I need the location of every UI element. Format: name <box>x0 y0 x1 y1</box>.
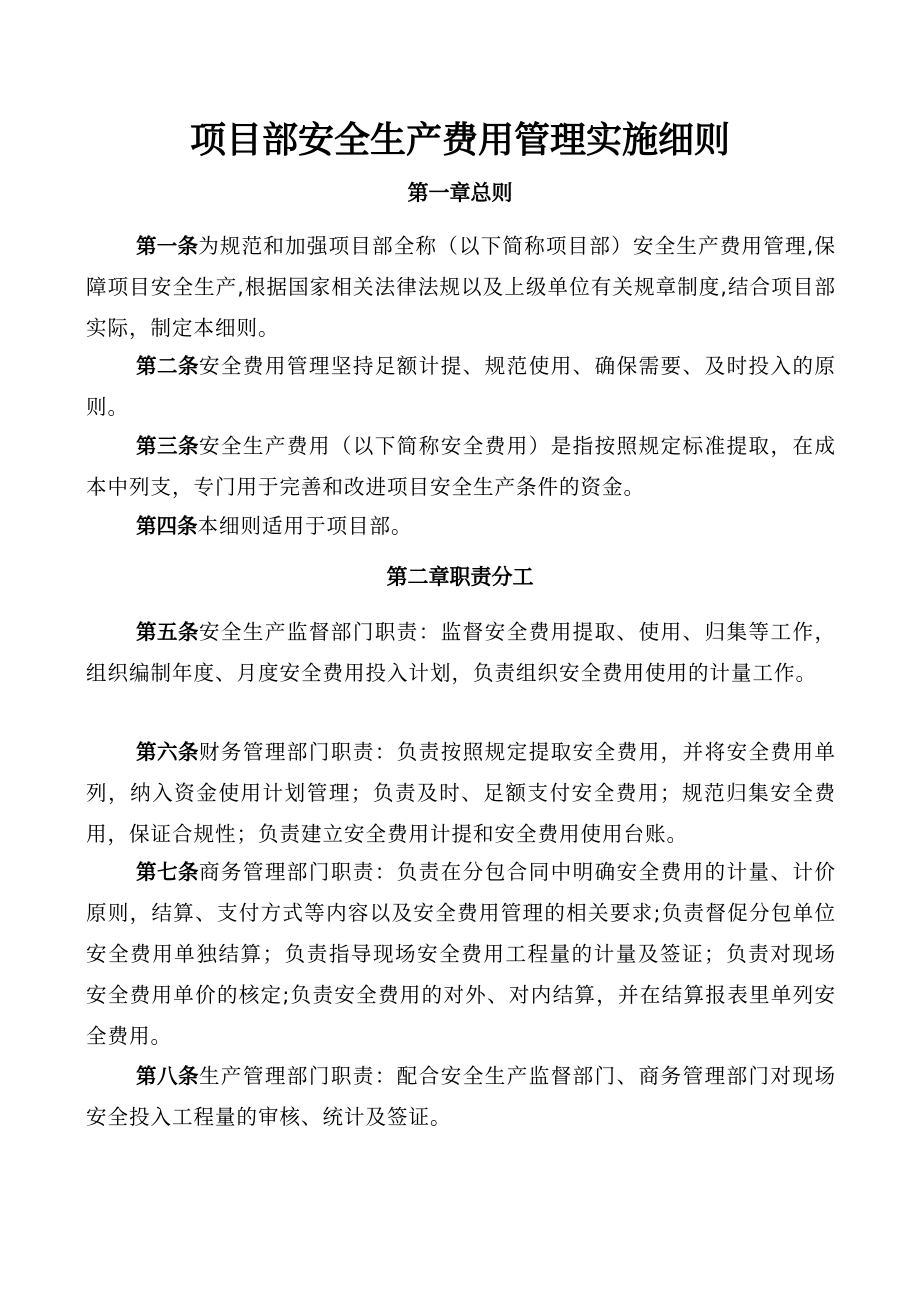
article-number: 第四条 <box>136 514 198 538</box>
article-text: 为规范和加强项目部全称（以下简称项目部）安全生产费用管理,保障项目安全生产,根据国家相关法律法规以及上级单位有关规章制度,结合项目部实际，制定本细则。 <box>86 234 837 340</box>
article-2 <box>86 346 836 428</box>
article-text: 生产管理部门职责：配合安全生产监督部门、商务管理部门对现场安全投入工程量的审核、统计及签证。 <box>86 1064 836 1129</box>
chapter-heading-2: 第二章职责分工 <box>386 565 534 589</box>
article-1 <box>86 226 836 349</box>
article-6 <box>86 732 836 855</box>
article-number: 第七条 <box>136 860 199 884</box>
article-8 <box>86 1056 836 1138</box>
article-number: 第五条 <box>136 620 199 644</box>
article-text: 商务管理部门职责：负责在分包合同中明确安全费用的计量、计价原则，结算、支付方式等内容以及安全费用管理的相关要求;负责督促分包单位安全费用单独结算；负责指导现场安全费用工程量的计量及签证；负责对现场安全费用单价的核定;负责安全费用的对外、对内结算，并在结算报表里单列安全费用。 <box>86 860 836 1048</box>
article-number: 第六条 <box>136 740 199 764</box>
article-number: 第一条 <box>136 234 199 258</box>
document-title: 项目部安全生产费用管理实施细则 <box>189 120 730 161</box>
chapter-heading-1: 第一章总则 <box>407 181 513 205</box>
article-5 <box>86 612 836 694</box>
article-text: 财务管理部门职责：负责按照规定提取安全费用，并将安全费用单列，纳入资金使用计划管理；负责及时、足额支付安全费用；规范归集安全费用，保证合规性；负责建立安全费用计提和安全费用使用台账。 <box>86 740 836 846</box>
article-number: 第八条 <box>136 1064 199 1088</box>
article-3 <box>86 426 836 508</box>
article-number: 第二条 <box>136 354 199 378</box>
article-text: 本细则适用于项目部。 <box>197 514 413 538</box>
article-text: 安全生产费用（以下简称安全费用）是指按照规定标准提取，在成本中列支，专门用于完善和改进项目安全生产条件的资金。 <box>86 434 836 499</box>
article-text: 安全费用管理坚持足额计提、规范使用、确保需要、及时投入的原则。 <box>86 354 836 419</box>
article-4 <box>86 506 836 547</box>
article-number: 第三条 <box>136 434 199 458</box>
article-7 <box>86 852 836 1057</box>
article-text: 安全生产监督部门职责：监督安全费用提取、使用、归集等工作，组织编制年度、月度安全费用投入计划，负责组织安全费用使用的计量工作。 <box>86 620 836 685</box>
